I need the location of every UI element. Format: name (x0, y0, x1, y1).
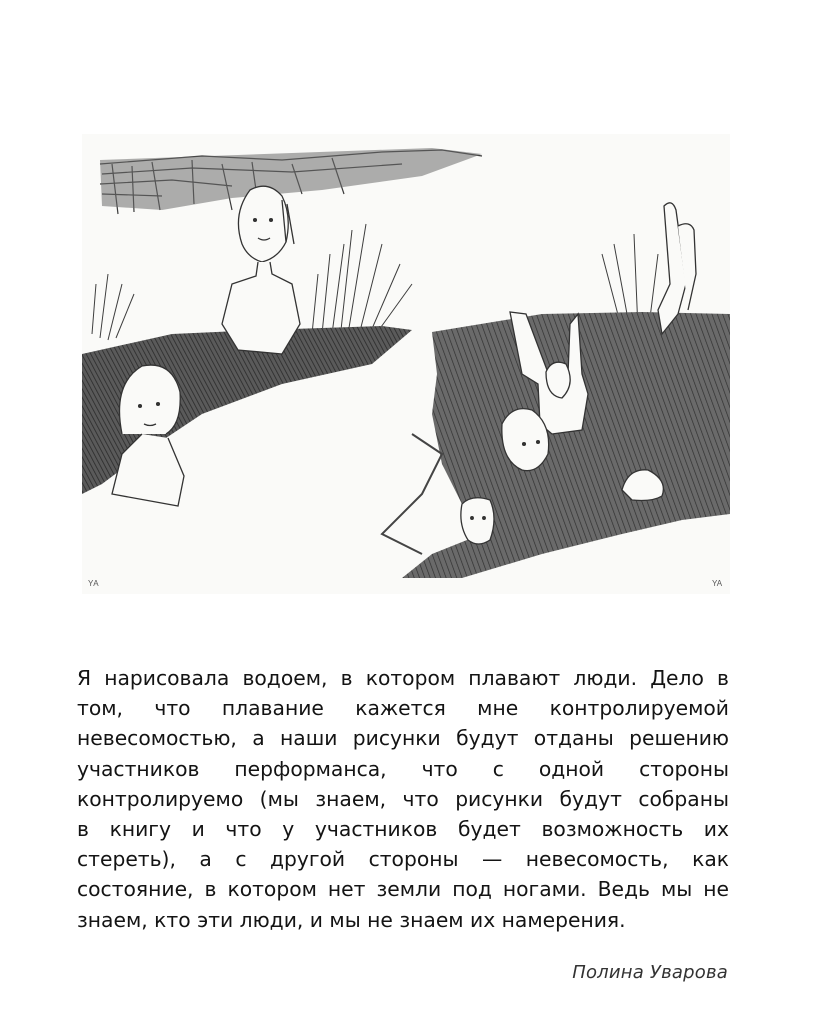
paragraph-line: Я нарисовала водоем, в котором плавают люди. Дело в (77, 666, 729, 690)
swimmer-face-bottom (461, 498, 494, 544)
woman-standing (222, 186, 300, 354)
paragraph-line: участников перформанса, что с одной стороны (77, 756, 729, 781)
paragraph-line: знаем, кто эти люди, и мы не знаем их намерения. (77, 907, 626, 932)
author-name: Полина Уварова (572, 962, 728, 983)
water-right (402, 312, 730, 578)
pencil-illustration (82, 134, 730, 594)
grass-mass (100, 148, 482, 210)
swimming-people-drawing (82, 134, 730, 594)
paragraph-line: в книгу и что у участников будет возможность их (77, 816, 729, 841)
artist-signature-right: YA (712, 579, 723, 588)
body-paragraph (77, 663, 729, 935)
artist-signature-left: YA (88, 579, 100, 588)
paragraph-line: том, что плавание кажется мне контролируемой (77, 696, 729, 721)
paragraph-line: стереть), а с другой стороны — невесомость, как (77, 847, 729, 872)
paragraph-line: контролируемо (мы знаем, что рисунки будут собраны (77, 786, 729, 811)
paragraph-line: невесомостью, а наши рисунки будут отданы решению (77, 726, 729, 751)
paragraph-line: состояние, в котором нет земли под ногами. Ведь мы не (77, 877, 729, 902)
